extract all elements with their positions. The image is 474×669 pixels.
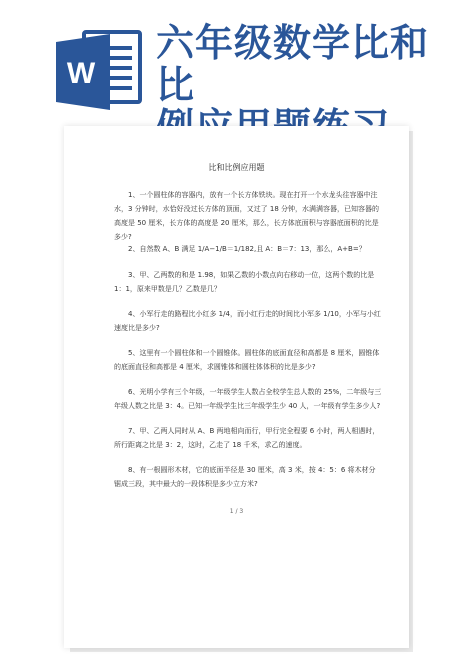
question-3: 3、甲、乙两数的和是 1.98，如果乙数的小数点向右移动一位，这两个数的比是 1：1，原来甲数是几？乙数是几？	[114, 271, 375, 293]
banner-title: 六年级数学比和比	[156, 21, 430, 107]
word-icon-letter: W	[66, 57, 96, 90]
word-icon	[50, 22, 146, 118]
page-number: 1 / 3	[229, 508, 244, 515]
question-1: 1、一个圆柱体的容器内，放有一个长方体铁块。现在打开一个水龙头往容器中注水，3 分钟时，水恰好没过长方体的顶面，又过了 18 分钟，水满满容器，已知容器的高度是 50 厘米，长方体的高度是 20 厘米，那么，长方体底面积与容器底面积的比是多少?	[114, 191, 380, 241]
banner	[0, 0, 474, 120]
question-2: 2、自然数 A、B 满足 1/A−1/B＝1/182,且 A：B＝7：13，那么，A+B=？	[128, 245, 366, 253]
question-4: 4、小军行走的路程比小红多 1/4，而小红行走的时间比小军多 1/10，小军与小红速度比是多少?	[114, 310, 381, 332]
question-7: 7、甲、乙两人同时从 A、B 两地相向而行，甲行完全程要 6 小时，两人相遇时，所行距离之比是 3：2，这时，乙走了 18 千米，求乙的速度。	[114, 427, 380, 449]
question-5: 5、这里有一个圆柱体和一个圆锥体。圆柱体的底面直径和高都是 8 厘米，圆锥体的底面直径和高都是 4 厘米，求圆锥体和圆柱体体积的比是多少?	[114, 349, 380, 371]
document-title: 比和比例应用题	[208, 163, 265, 172]
document-page	[64, 126, 409, 648]
question-6: 6、光明小学有三个年级，一年级学生人数占全校学生总人数的 25%，二年级与三年级人数之比是 3：4。已知一年级学生比三年级学生少 40 人，一年级有学生多少人?	[114, 388, 382, 410]
question-8: 8、有一根圆形木材，它的底面半径是 30 厘米，高 3 米，按 4：5：6 将木材分锯成三段，其中最大的一段体积是多少立方米?	[114, 466, 376, 488]
